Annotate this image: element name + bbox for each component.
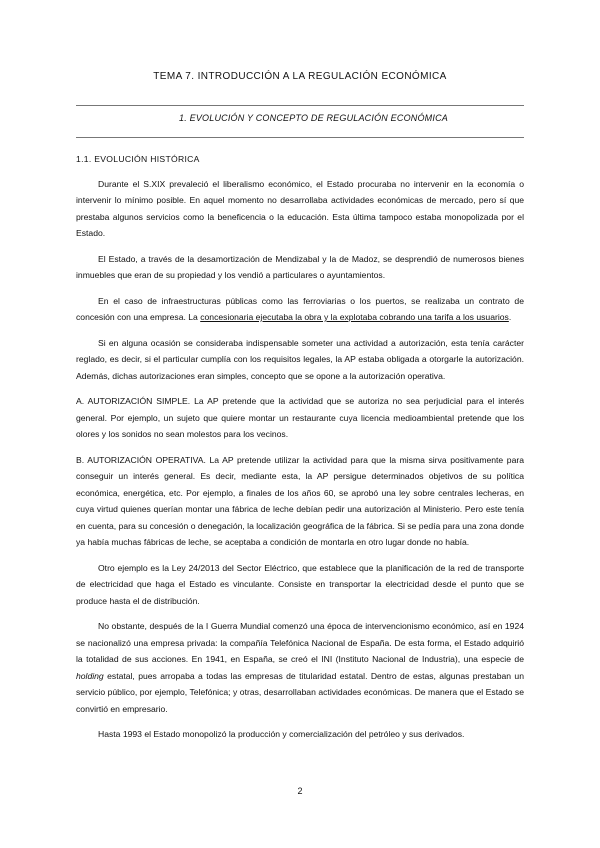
section-subtitle: 1. EVOLUCIÓN Y CONCEPTO DE REGULACIÓN ECONÓMICA (179, 113, 448, 123)
paragraph: Otro ejemplo es la Ley 24/2013 del Sector Eléctrico, que establece que la planificación de la red de transporte de electricidad que haga el Estado es vinculante. Consiste en transportar la electricidad desde el punto que se produce hasta el de distribución. (76, 562, 524, 606)
bottom-divider (76, 137, 524, 138)
paragraph: A. AUTORIZACIÓN SIMPLE. La AP pretende que la actividad que se autoriza no sea perjudicial para el interés general. Por ejemplo, un sujeto que quiere montar un restaurante cuya licencia medioambiental pretende que los olores y los sonidos no sean molestos para los vecinos. (76, 396, 524, 439)
section-heading: 1.1. EVOLUCIÓN HISTÓRICA (76, 154, 200, 164)
document-title: TEMA 7. INTRODUCCIÓN A LA REGULACIÓN ECONÓMICA (153, 71, 447, 82)
paragraph-text: En el caso de infraestructuras públicas como las ferroviarias o los puertos, se realizaba un contrato de concesión con una empresa. La (76, 295, 524, 322)
paragraph: Hasta 1993 el Estado monopolizó la producción y comercialización del petróleo y sus derivados. (98, 729, 465, 739)
top-divider (76, 105, 524, 106)
underlined-text: concesionaria ejecutaba la obra y la explotaba cobrando una tarifa a los usuarios (200, 312, 509, 322)
paragraph: B. AUTORIZACIÓN OPERATIVA. La AP pretende utilizar la actividad para que la misma sirva positivamente para conseguir un interés general. Es decir, mediante esta, la AP persigue determinados objetivos de su política económica, energética, etc. Por ejemplo, a finales de los años 60, se aprobó una ley sobre centrales lecheras, en cuya virtud quienes querían montar una fábrica de leche debían pedir una autorización al Ministerio. Pero este tenía en cuenta, para su concesión o denegación, la localización geográfica de la fábrica. Si se pedía para una zona donde ya había muchas fábricas de leche, se aceptaba a condición de montarla en otro lugar donde no había. (76, 454, 524, 547)
paragraph-text: estatal, pues arropaba a todas las empresas de titularidad estatal. Dentro de estas, algunas prestaban un servicio público, por ejemplo, Telefónica; y otras, desarrollaban actividades económicas. De manera que el Estado se convirtió en empresario. (76, 670, 524, 714)
paragraph: Durante el S.XIX prevaleció el liberalismo económico, el Estado procuraba no intervenir en la economía o intervenir lo mínimo posible. En aquel momento no desarrollaba actividades económicas de mercado, pero sí que prestaba algunos servicios como la beneficencia o la educación. Esta última tampoco estaba monopolizada por el Estado. (76, 178, 524, 238)
page-number: 2 (297, 786, 303, 796)
paragraph: El Estado, a través de la desamortización de Mendizabal y la de Madoz, se desprendió de numerosos bienes inmuebles que eran de su propiedad y los vendió a particulares o ayuntamientos. (76, 253, 524, 280)
paragraph (76, 293, 524, 326)
paragraph-text: . (508, 312, 512, 322)
paragraph: Si en alguna ocasión se consideraba indispensable someter una actividad a autorización, esta tenía carácter reglado, es decir, si el particular cumplía con los requisitos legales, la AP estaba obligada a otorgarle la autorización. Además, dichas autorizaciones eran simples, concepto que se opone a la autorización operativa. (76, 337, 524, 381)
paragraph-text: No obstante, después de la I Guerra Mundial comenzó una época de intervencionismo económico, así en 1924 se nacionalizó una empresa privada: la compañía Telefónica Nacional de España. De esta forma, el Estado adquirió la totalidad de sus acciones. En 1941, en España, se creó el INI (Instituto Nacional de Industria), una especie de (76, 621, 524, 664)
paragraph (76, 618, 524, 717)
document-body (76, 151, 524, 752)
italic-text: holding (76, 670, 104, 681)
